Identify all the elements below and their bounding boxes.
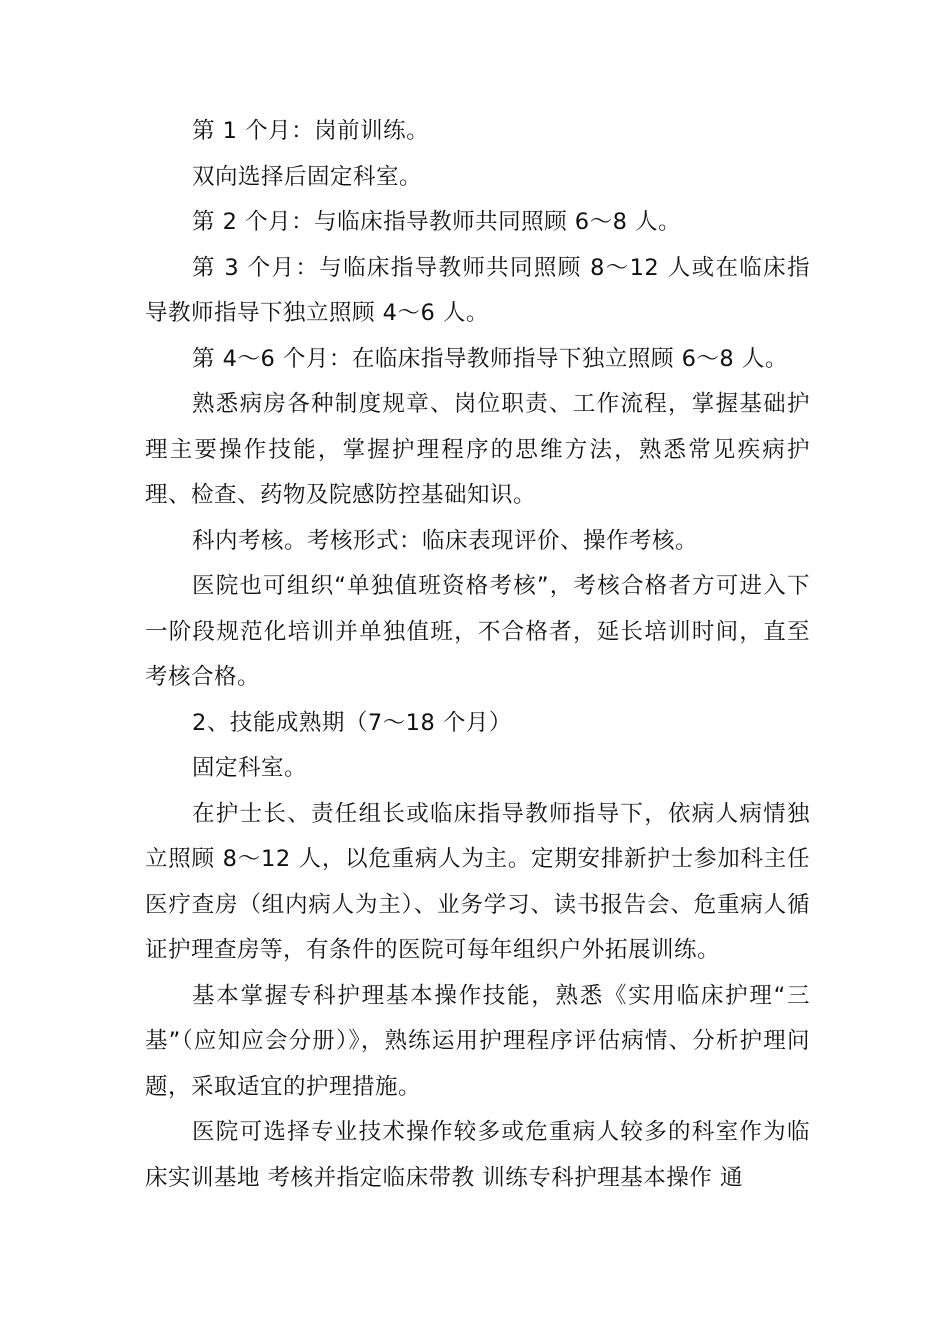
paragraph-training-base: 医院可选择专业技术操作较多或危重病人较多的科室作为临床实训基地 考核并指定临床带教 训练专科护理基本操作 通 bbox=[145, 1119, 810, 1191]
paragraph-month-1: 第 1 个月：岗前训练。 bbox=[192, 118, 430, 144]
paragraph-month-3: 第 3 个月：与临床指导教师共同照顾 8～12 人或在临床指导教师指导下独立照顾 4～6 人。 bbox=[145, 254, 810, 326]
paragraph-independent-care: 在护士长、责任组长或临床指导教师指导下，依病人病情独立照顾 8～12 人，以危重病人为主。定期安排新护士参加科主任医疗查房（组内病人为主）、业务学习、读书报告会、危重病人循证护理查房等，有条件的医院可每年组织户外拓展训练。 bbox=[145, 800, 810, 963]
paragraph-fixed-department-2: 固定科室。 bbox=[192, 755, 308, 781]
section-heading-skill-maturity: 2、技能成熟期（7～18 个月） bbox=[192, 709, 512, 736]
document-body bbox=[145, 109, 810, 1201]
paragraph-solo-duty-assessment: 医院也可组织“单独值班资格考核”，考核合格者方可进入下一阶段规范化培训并单独值班，不合格者，延长培训时间，直至考核合格。 bbox=[145, 573, 810, 690]
paragraph-skills-basic: 熟悉病房各种制度规章、岗位职责、工作流程，掌握基础护理主要操作技能，掌握护理程序的思维方法，熟悉常见疾病护理、检查、药物及院感防控基础知识。 bbox=[145, 391, 810, 508]
paragraph-month-4-6: 第 4～6 个月：在临床指导教师指导下独立照顾 6～8 人。 bbox=[192, 345, 788, 372]
paragraph-internal-assessment: 科内考核。考核形式：临床表现评价、操作考核。 bbox=[192, 527, 699, 554]
paragraph-fixed-department: 双向选择后固定科室。 bbox=[192, 163, 423, 190]
paragraph-month-2: 第 2 个月：与临床指导教师共同照顾 6～8 人。 bbox=[192, 209, 682, 235]
paragraph-specialty-skills: 基本掌握专科护理基本操作技能，熟悉《实用临床护理“三基”（应知应会分册）》，熟练运用护理程序评估病情、分析护理问题，采取适宜的护理措施。 bbox=[145, 982, 810, 1100]
